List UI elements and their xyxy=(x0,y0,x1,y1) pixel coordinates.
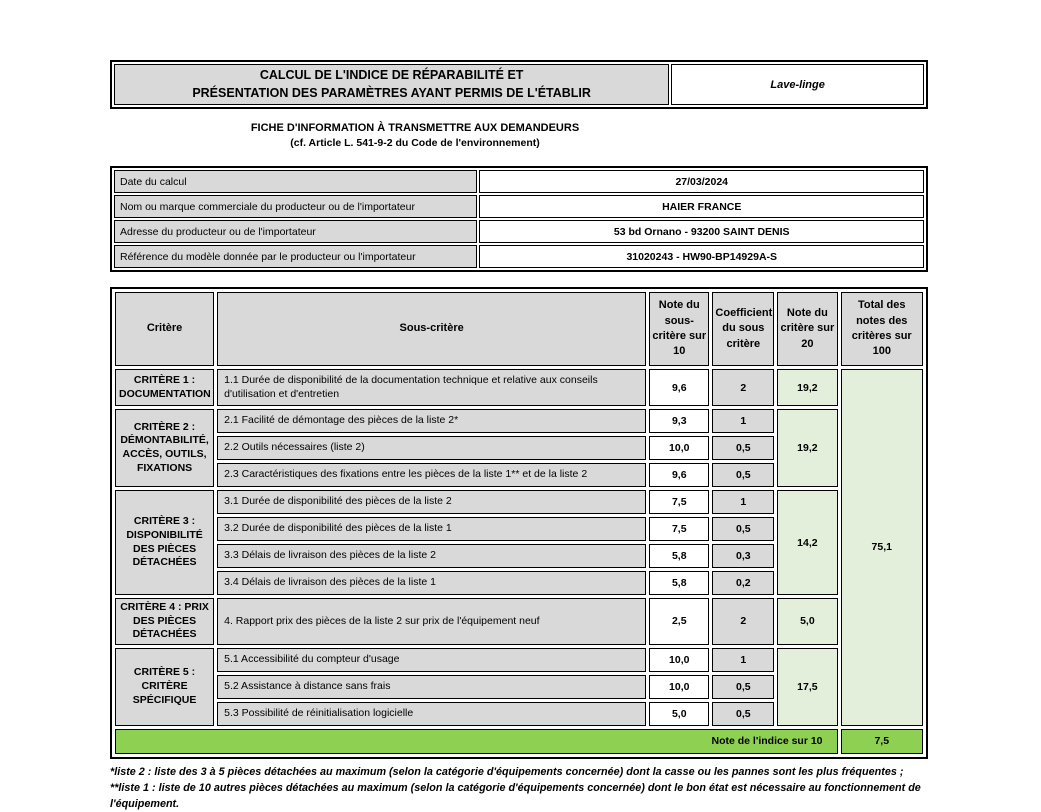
criterion-1-label: CRITÈRE 1 : DOCUMENTATION xyxy=(115,369,214,406)
producer-info-table xyxy=(110,166,928,272)
header-note-sous-critere: Note du sous-critère sur 10 xyxy=(649,292,709,366)
note-3-2: 7,5 xyxy=(649,517,709,541)
header-critere: Critère xyxy=(115,292,214,366)
subcriterion-5-1: 5.1 Accessibilité du compteur d'usage xyxy=(217,648,646,672)
info-value-model-ref: 31020243 - HW90-BP14929A-S xyxy=(479,245,924,268)
coef-5-1: 1 xyxy=(712,648,774,672)
info-row-producer xyxy=(114,195,924,218)
note-1-1: 9,6 xyxy=(649,369,709,406)
note-5-2: 10,0 xyxy=(649,675,709,699)
info-label-model-ref: Référence du modèle donnée par le producteur ou l'importateur xyxy=(114,245,477,268)
criterion-1-note20: 19,2 xyxy=(777,369,837,406)
table-row xyxy=(115,598,923,645)
criteria-table xyxy=(110,287,928,759)
subcriterion-2-3: 2.3 Caractéristiques des fixations entre les pièces de la liste 1** et de la liste 2 xyxy=(217,463,646,487)
coef-5-3: 0,5 xyxy=(712,702,774,726)
subcriterion-2-1: 2.1 Facilité de démontage des pièces de la liste 2* xyxy=(217,409,646,433)
coef-3-1: 1 xyxy=(712,490,774,514)
note-3-3: 5,8 xyxy=(649,544,709,568)
header-sous-critere: Sous-critère xyxy=(217,292,646,366)
subcriterion-2-2: 2.2 Outils nécessaires (liste 2) xyxy=(217,436,646,460)
title-box xyxy=(110,60,928,109)
criterion-3-label: CRITÈRE 3 : DISPONIBILITÉ DES PIÈCES DÉTACHÉES xyxy=(115,490,214,595)
subcriterion-3-2: 3.2 Durée de disponibilité des pièces de la liste 1 xyxy=(217,517,646,541)
footnote-liste-2: *liste 2 : liste des 3 à 5 pièces détachées au maximum (selon la catégorie d'équipements concernée) dont la casse ou les pannes sont les plus fréquentes ; xyxy=(110,765,904,778)
index-score-label: Note de l'indice sur 10 xyxy=(115,729,838,754)
table-row xyxy=(115,369,923,406)
criterion-5-label: CRITÈRE 5 : CRITÈRE SPÉCIFIQUE xyxy=(115,648,214,726)
criterion-4-label: CRITÈRE 4 : PRIX DES PIÈCES DÉTACHÉES xyxy=(115,598,214,645)
table-row xyxy=(115,648,923,672)
table-row xyxy=(115,409,923,433)
index-score-row xyxy=(115,729,923,754)
coef-2-1: 1 xyxy=(712,409,774,433)
info-value-date: 27/03/2024 xyxy=(479,170,924,193)
criterion-2-label: CRITÈRE 2 : DÉMONTABILITÉ, ACCÈS, OUTILS, FIXATIONS xyxy=(115,409,214,487)
info-label-producer: Nom ou marque commerciale du producteur ou de l'importateur xyxy=(114,195,477,218)
title-line-2: PRÉSENTATION DES PARAMÈTRES AYANT PERMIS DE L'ÉTABLIR xyxy=(192,85,591,100)
footnotes xyxy=(110,764,928,812)
note-2-1: 9,3 xyxy=(649,409,709,433)
product-type: Lave-linge xyxy=(671,64,924,105)
note-3-4: 5,8 xyxy=(649,571,709,595)
coef-5-2: 0,5 xyxy=(712,675,774,699)
subcriterion-1-1: 1.1 Durée de disponibilité de la documentation technique et relative aux conseils d'utilisation et d'entretien xyxy=(217,369,646,406)
coef-3-2: 0,5 xyxy=(712,517,774,541)
header-note-critere: Note du critère sur 20 xyxy=(777,292,837,366)
repairability-sheet xyxy=(110,60,928,812)
info-value-producer: HAIER FRANCE xyxy=(479,195,924,218)
note-5-3: 5,0 xyxy=(649,702,709,726)
footnote-liste-1: **liste 1 : liste de 10 autres pièces détachées au maximum (selon la catégorie d'équipements concernée) dont le bon état est nécessaire au fonctionnement de l'équipement. xyxy=(110,782,921,811)
criterion-3-note20: 14,2 xyxy=(777,490,837,595)
info-row-address xyxy=(114,220,924,243)
subcriterion-3-3: 3.3 Délais de livraison des pièces de la liste 2 xyxy=(217,544,646,568)
coef-3-3: 0,3 xyxy=(712,544,774,568)
subtitle xyxy=(110,122,720,149)
subcriterion-3-4: 3.4 Délais de livraison des pièces de la liste 1 xyxy=(217,571,646,595)
coef-4: 2 xyxy=(712,598,774,645)
criterion-5-note20: 17,5 xyxy=(777,648,837,726)
subcriterion-5-2: 5.2 Assistance à distance sans frais xyxy=(217,675,646,699)
subcriterion-4: 4. Rapport prix des pièces de la liste 2 sur prix de l'équipement neuf xyxy=(217,598,646,645)
criterion-4-note20: 5,0 xyxy=(777,598,837,645)
criterion-2-note20: 19,2 xyxy=(777,409,837,487)
note-4: 2,5 xyxy=(649,598,709,645)
info-value-address: 53 bd Ornano - 93200 SAINT DENIS xyxy=(479,220,924,243)
table-row xyxy=(115,490,923,514)
title-line-1: CALCUL DE L'INDICE DE RÉPARABILITÉ ET xyxy=(259,68,524,82)
coef-1-1: 2 xyxy=(712,369,774,406)
info-row-model-ref xyxy=(114,245,924,268)
coef-2-3: 0,5 xyxy=(712,463,774,487)
criteria-header-row xyxy=(115,292,923,366)
coef-3-4: 0,2 xyxy=(712,571,774,595)
note-3-1: 7,5 xyxy=(649,490,709,514)
note-5-1: 10,0 xyxy=(649,648,709,672)
document-title xyxy=(114,64,669,105)
subcriterion-3-1: 3.1 Durée de disponibilité des pièces de la liste 2 xyxy=(217,490,646,514)
info-label-date: Date du calcul xyxy=(114,170,477,193)
index-score-value: 7,5 xyxy=(841,729,923,754)
note-2-2: 10,0 xyxy=(649,436,709,460)
info-row-date xyxy=(114,170,924,193)
info-label-address: Adresse du producteur ou de l'importateur xyxy=(114,220,477,243)
coef-2-2: 0,5 xyxy=(712,436,774,460)
subtitle-line-1: FICHE D'INFORMATION À TRANSMETTRE AUX DEMANDEURS xyxy=(250,122,580,134)
header-total: Total des notes des critères sur 100 xyxy=(841,292,923,366)
header-coefficient: Coefficient du sous critère xyxy=(712,292,774,366)
subcriterion-5-3: 5.3 Possibilité de réinitialisation logicielle xyxy=(217,702,646,726)
subtitle-line-2: (cf. Article L. 541-9-2 du Code de l'environnement) xyxy=(290,137,540,149)
total-score-100: 75,1 xyxy=(841,369,923,726)
note-2-3: 9,6 xyxy=(649,463,709,487)
